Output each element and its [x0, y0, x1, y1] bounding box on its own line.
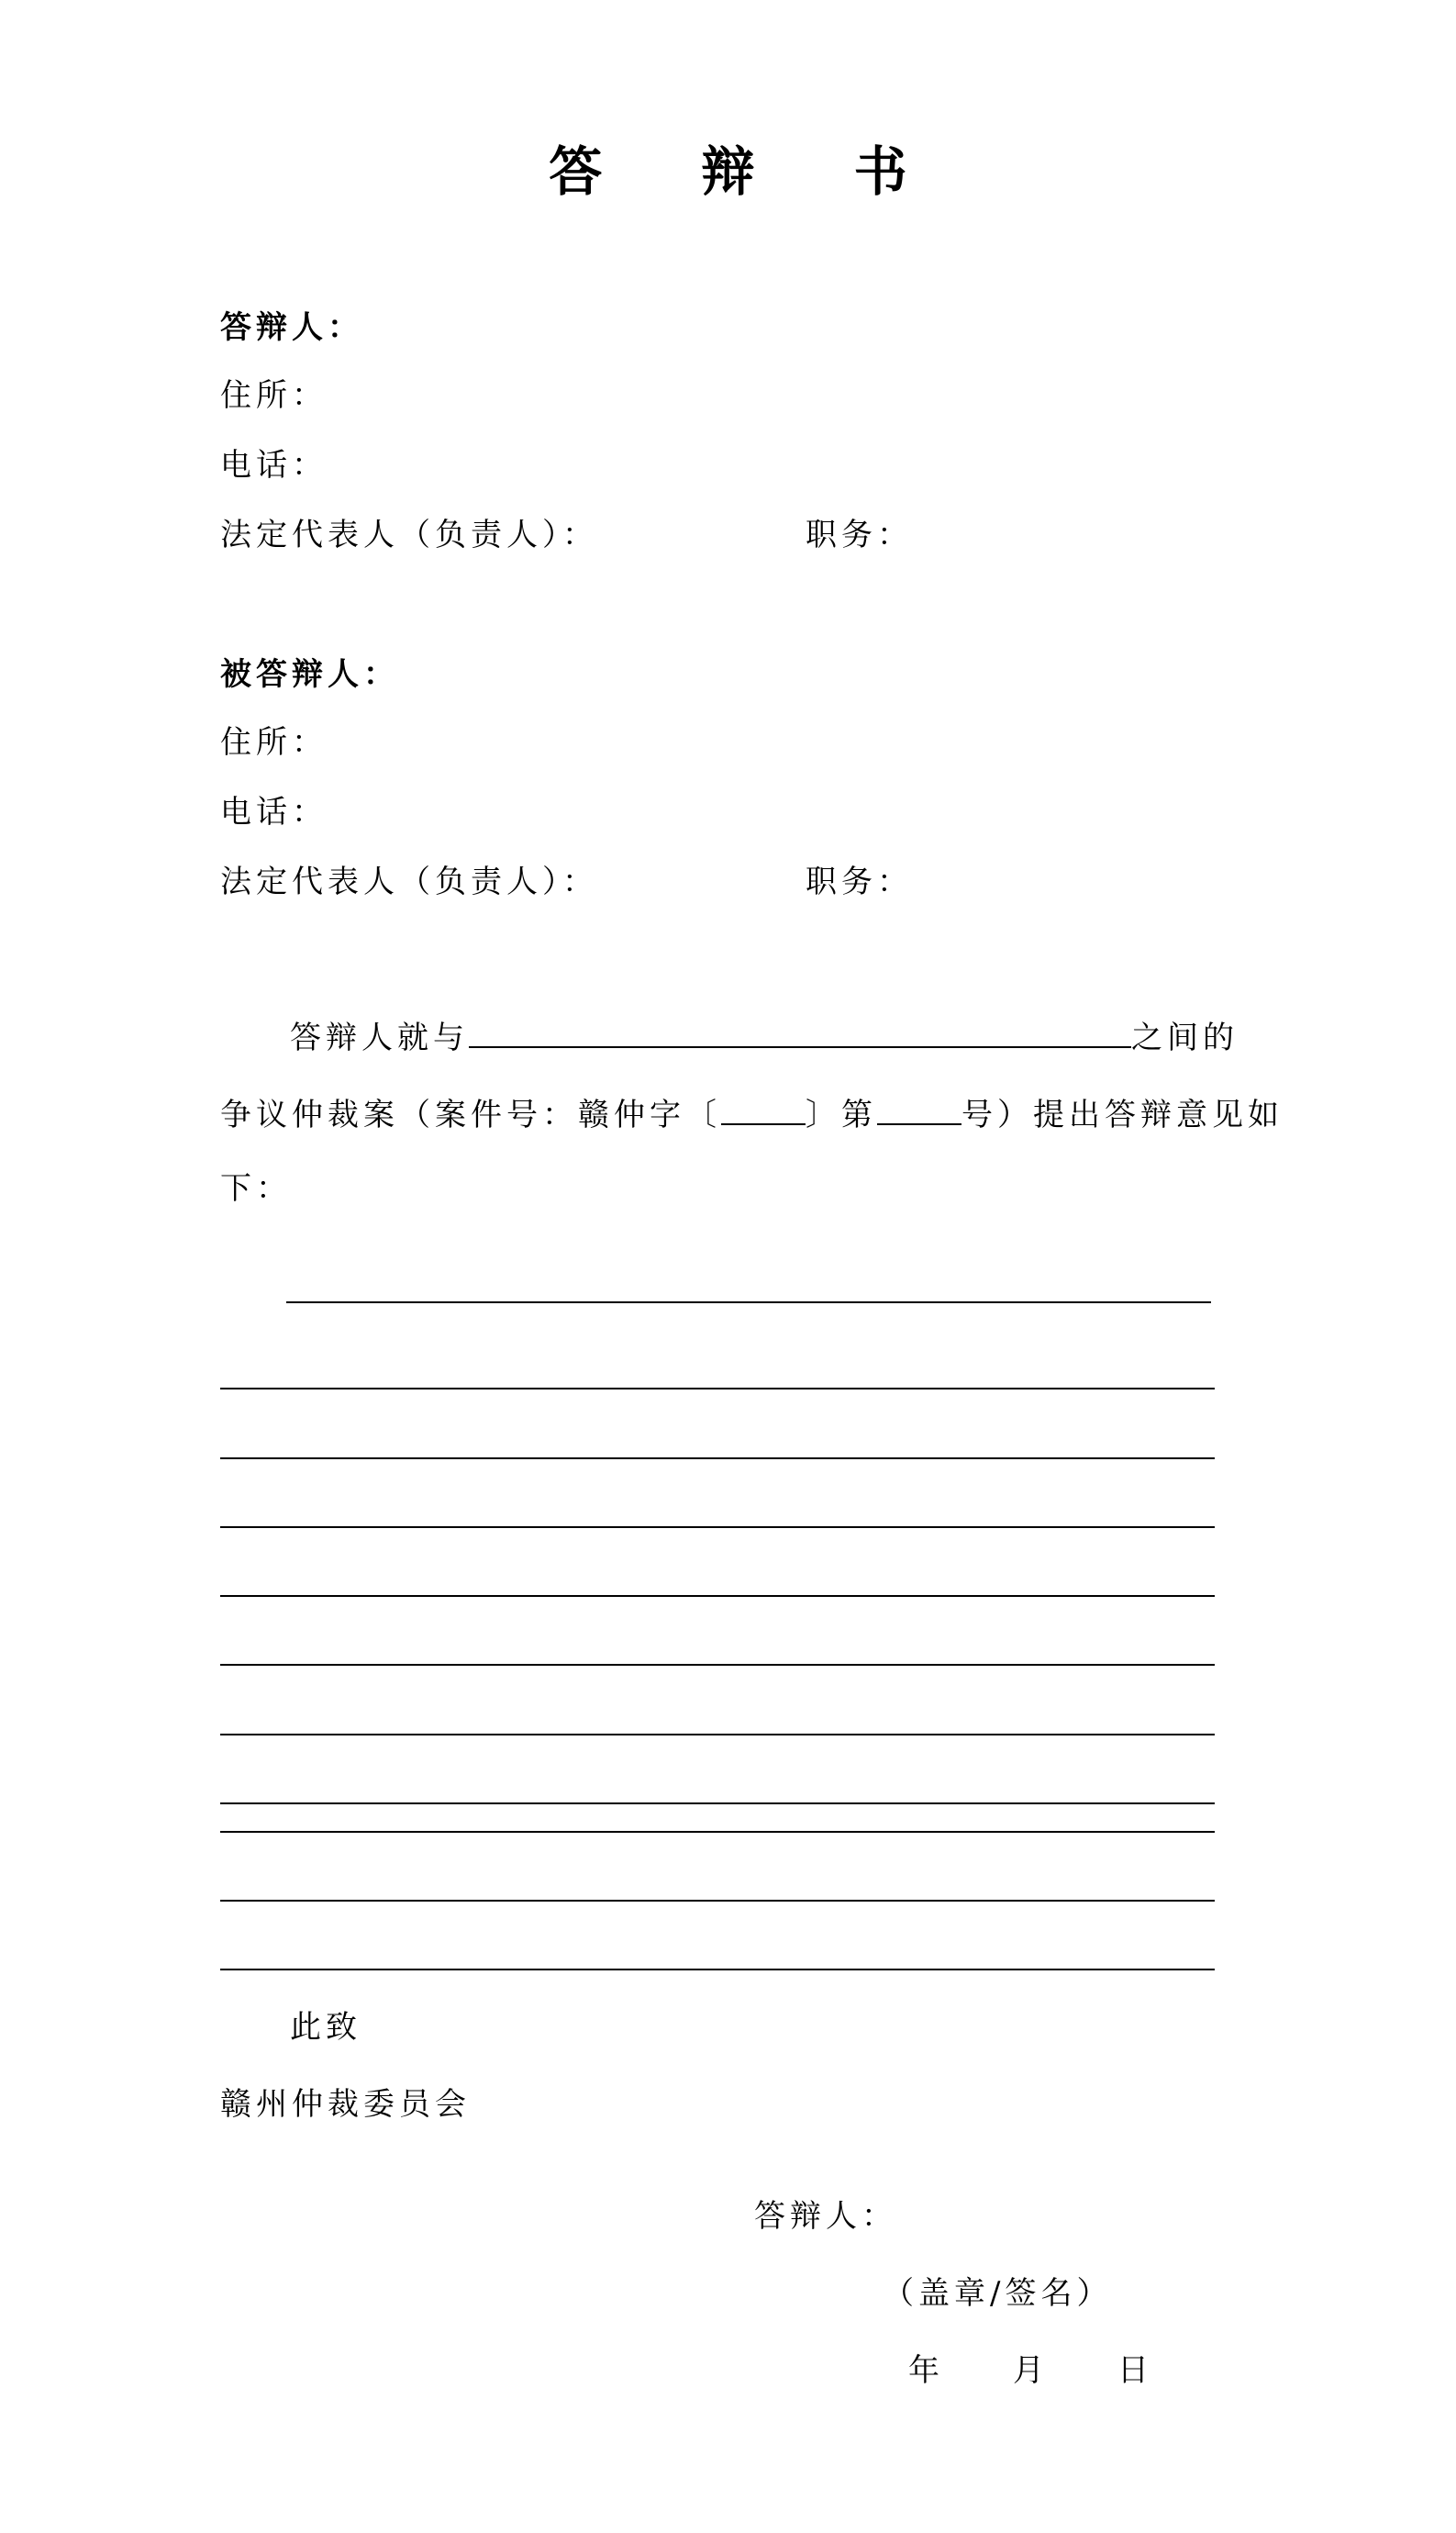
- respondent-legal-rep-label: 法定代表人（负责人）：: [220, 517, 598, 553]
- case-number-blank[interactable]: [877, 1096, 961, 1125]
- respondent-phone-label: 电话：: [220, 447, 328, 484]
- answer-line[interactable]: [220, 1969, 1215, 1970]
- answer-line[interactable]: [220, 1664, 1215, 1666]
- claimant-address-label: 住所：: [220, 724, 328, 761]
- answer-line[interactable]: [220, 1457, 1215, 1459]
- claimant-position-label: 职务：: [806, 864, 913, 900]
- intro-line-3: 下：: [220, 1170, 292, 1207]
- signature-seal-note: （盖章/签名）: [883, 2275, 1113, 2312]
- date-day: 日: [1117, 2352, 1153, 2389]
- claimant-phone-label: 电话：: [220, 794, 328, 831]
- answer-line[interactable]: [220, 1388, 1215, 1389]
- claimant-legal-rep-label: 法定代表人（负责人）：: [220, 864, 598, 900]
- answer-line[interactable]: [220, 1802, 1215, 1804]
- intro-line-1: [290, 1019, 1239, 1054]
- date-year: 年: [908, 2352, 944, 2389]
- date-month: 月: [1013, 2352, 1049, 2389]
- respondent-position-label: 职务：: [806, 517, 913, 553]
- intro-text-4: 〕第: [806, 1097, 877, 1133]
- signature-label: 答辩人：: [754, 2198, 897, 2235]
- closing-salutation: 此致: [290, 2009, 361, 2046]
- claimant-heading: 被答辩人：: [220, 656, 399, 693]
- intro-line-2: [220, 1096, 1284, 1131]
- intro-text-2: 之间的: [1131, 1020, 1239, 1056]
- closing-recipient: 赣州仲裁委员会: [220, 2086, 471, 2123]
- answer-line[interactable]: [220, 1526, 1215, 1528]
- opponent-name-blank[interactable]: [469, 1019, 1131, 1048]
- respondent-address-label: 住所：: [220, 377, 328, 414]
- answer-line[interactable]: [220, 1900, 1215, 1902]
- answer-line[interactable]: [220, 1831, 1215, 1833]
- answer-line[interactable]: [286, 1301, 1211, 1303]
- respondent-heading: 答辩人：: [220, 309, 363, 346]
- intro-text-5: 号）提出答辩意见如: [961, 1097, 1284, 1133]
- page-title: 答 辩 书: [549, 140, 948, 203]
- case-year-blank[interactable]: [721, 1096, 806, 1125]
- answer-line[interactable]: [220, 1595, 1215, 1597]
- intro-text-3: 争议仲裁案（案件号：赣仲字〔: [220, 1097, 721, 1133]
- intro-text-1: 答辩人就与: [290, 1020, 469, 1056]
- answer-line[interactable]: [220, 1734, 1215, 1735]
